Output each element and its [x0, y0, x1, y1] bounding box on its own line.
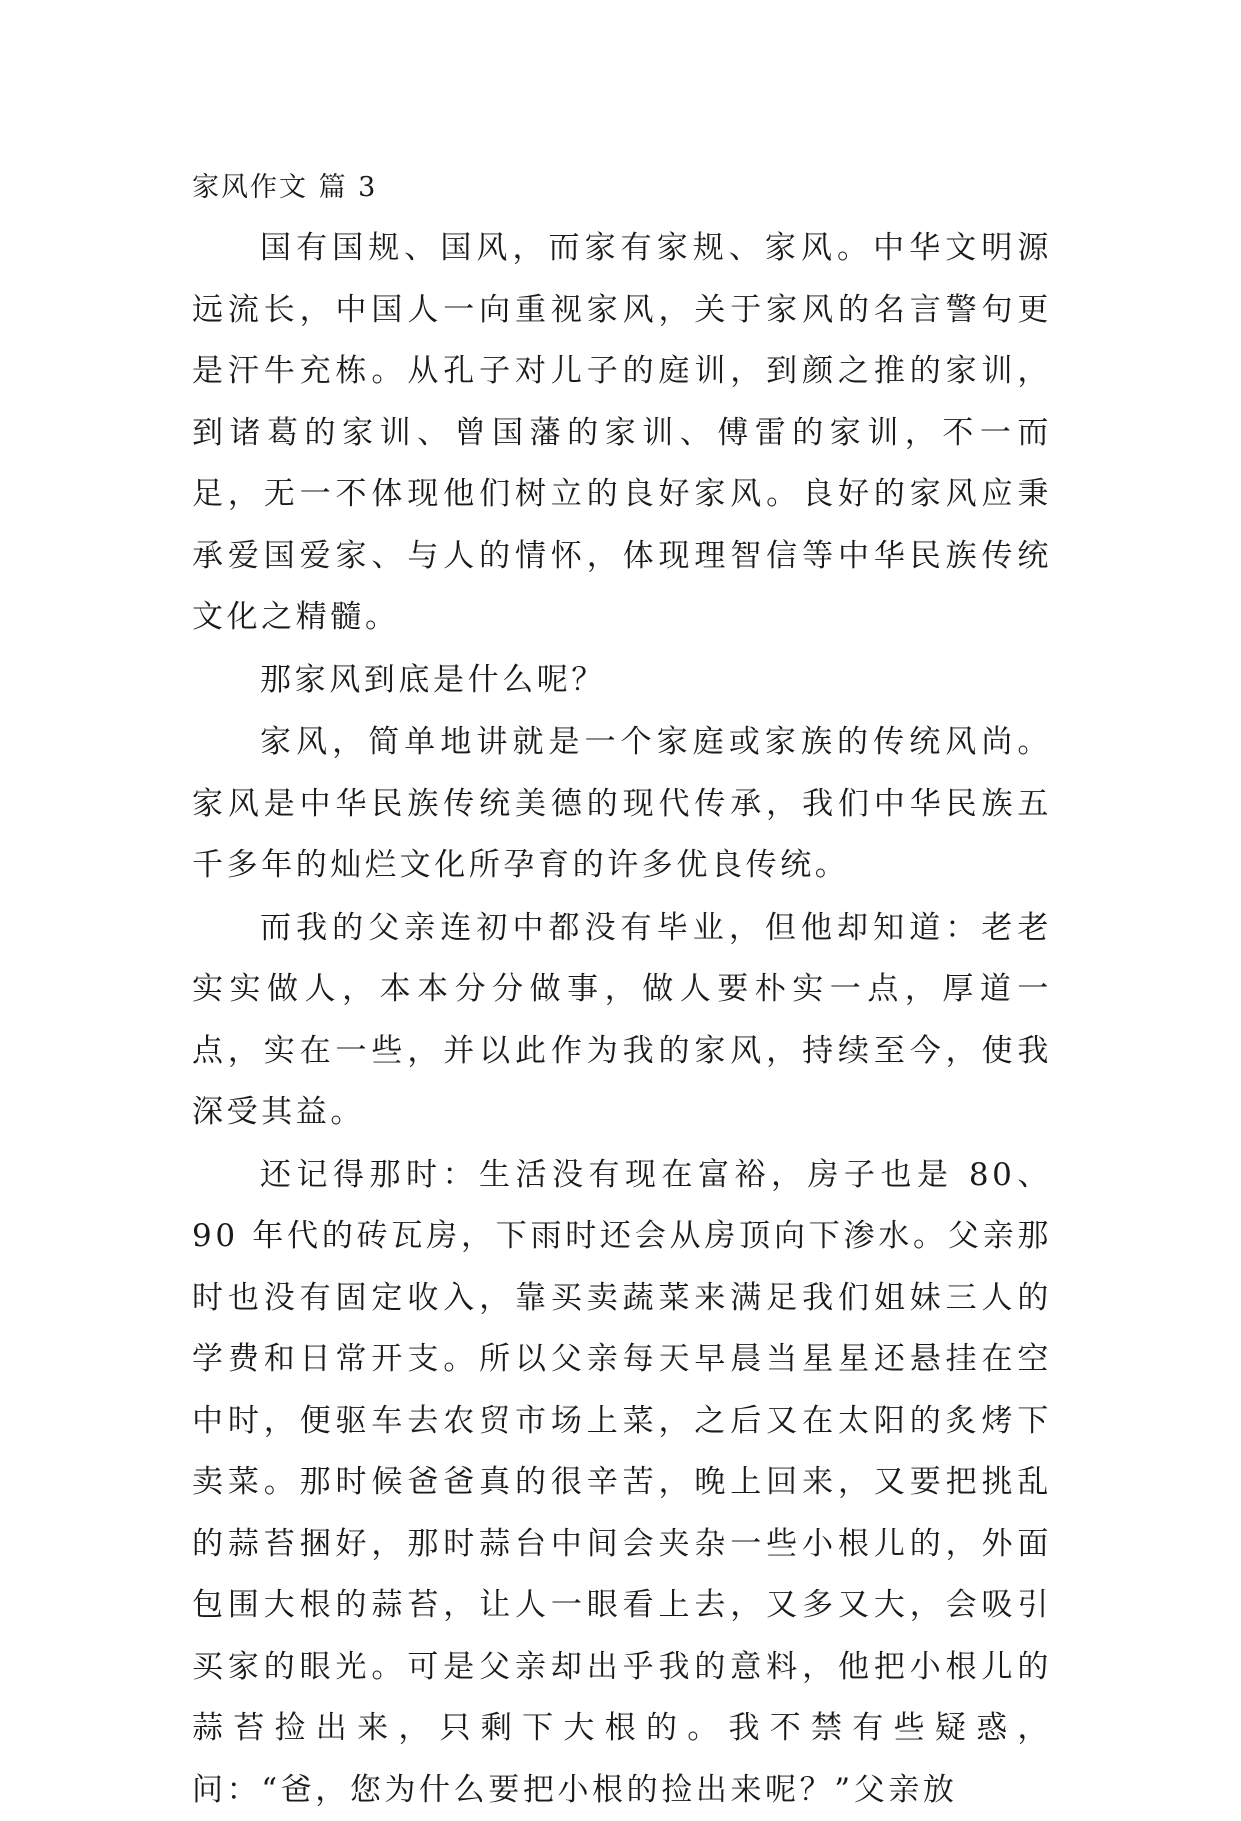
paragraph-1: 国有国规、国风，而家有家规、家风。中华文明源远流长，中国人一向重视家风，关于家风的名言警句更是汗牛充栋。从孔子对儿子的庭训，到颜之推的家训，到诸葛的家训、曾国藩的家训、傅雷的家训，不一而足，无一不体现他们树立的良好家风。良好的家风应秉承爱国爱家、与人的情怀，体现理智信等中华民族传统文化之精髓。: [192, 218, 1052, 649]
paragraph-4: 而我的父亲连初中都没有毕业，但他却知道：老老实实做人，本本分分做事，做人要朴实一点，厚道一点，实在一些，并以此作为我的家风，持续至今，使我深受其益。: [192, 898, 1052, 1144]
document-title: 家风作文 篇 3: [192, 166, 1052, 210]
paragraph-2: 那家风到底是什么呢？: [192, 650, 1052, 712]
paragraph-5: 还记得那时：生活没有现在富裕，房子也是 80、90 年代的砖瓦房，下雨时还会从房顶向下渗水。父亲那时也没有固定收入，靠买卖蔬菜来满足我们姐妹三人的学费和日常开支。所以父亲每天早晨当星星还悬挂在空中时，便驱车去农贸市场上菜，之后又在太阳的炙烤下卖菜。那时候爸爸真的很辛苦，晚上回来，又要把挑乱的蒜苔捆好，那时蒜台中间会夹杂一些小根儿的，外面包围大根的蒜苔，让人一眼看上去，又多又大，会吸引买家的眼光。可是父亲却出乎我的意料，他把小根儿的蒜苔捡出来，只剩下大根的。我不禁有些疑惑，问：“爸，您为什么要把小根的捡出来呢？”父亲放: [192, 1145, 1052, 1821]
document-page: [192, 166, 1052, 1821]
paragraph-3: 家风，简单地讲就是一个家庭或家族的传统风尚。家风是中华民族传统美德的现代传承，我们中华民族五千多年的灿烂文化所孕育的许多优良传统。: [192, 712, 1052, 897]
